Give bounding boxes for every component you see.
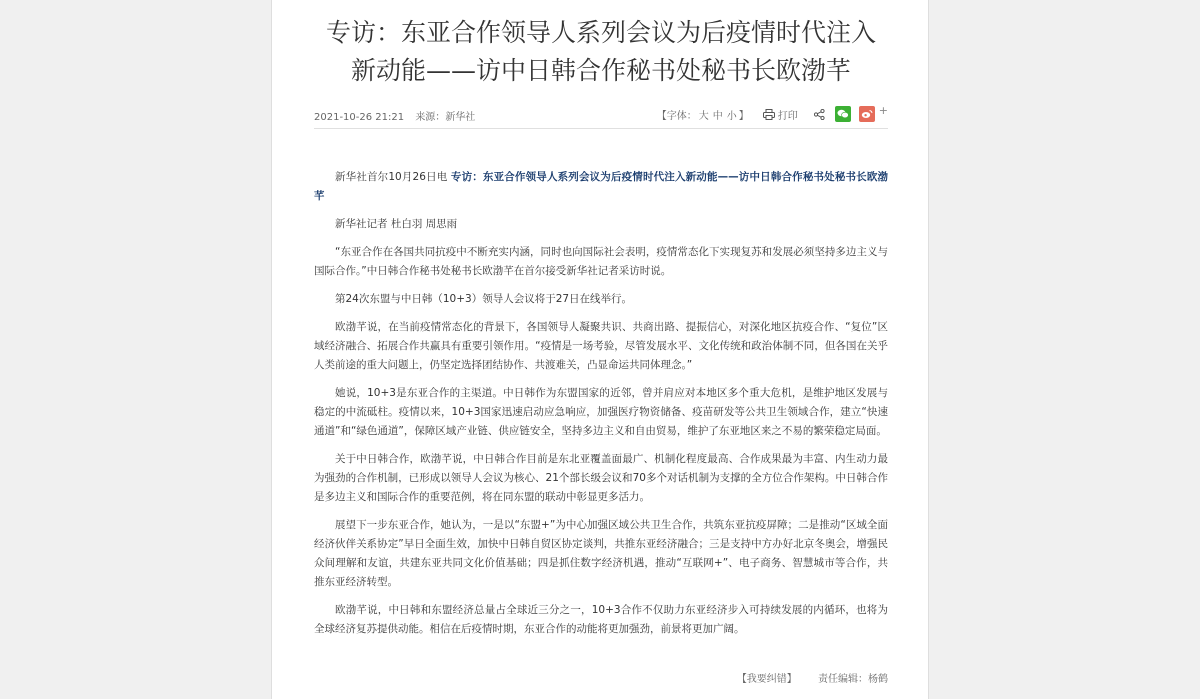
font-size-switcher [657, 107, 749, 122]
source-name: 新华社 [445, 112, 476, 123]
publish-datetime: 2021-10-26 21:21 [314, 112, 405, 123]
wechat-icon [837, 109, 849, 119]
lead-headline: 专访：东亚合作领导人系列会议为后疫情时代注入新动能——访中日韩合作秘书处秘书长欧渤芊 [314, 171, 889, 202]
print-button[interactable] [763, 107, 798, 122]
article-footer [314, 670, 888, 685]
source-info [415, 112, 475, 123]
body-paragraph-3: 欧渤芊说，在当前疫情常态化的背景下，各国领导人凝聚共识、共商出路、提振信心，对深化地区抗疫合作、“复位”区域经济融合、拓展合作共赢具有重要引领作用。“疫情是一场考验，尽管发展水平、文化传统和政治体制不同，但各国在关乎人类前途的重大问题上，仍坚定选择团结协作、共渡难关，凸显命运共同体理念。” [314, 321, 888, 371]
font-label: 【字体： [656, 110, 697, 122]
source-label: 来源： [415, 112, 446, 123]
article-meta-bar [314, 104, 888, 129]
body-paragraph-7: 欧渤芊说，中日韩和东盟经济总量占全球近三分之一，10+3合作不仅助力东亚经济步入可持续发展的内循环，也将为全球经济复苏提供动能。相信在后疫情时期，东亚合作的动能将更加强劲，前景将更加广阔。 [314, 604, 888, 635]
byline: 新华社记者 杜白羽 周思雨 [335, 218, 458, 230]
wechat-share-button[interactable] [835, 106, 851, 122]
print-label: 打印 [777, 110, 798, 122]
lead-paragraph [314, 168, 888, 206]
body-paragraph-4: 她说，10+3是东亚合作的主渠道。中日韩作为东盟国家的近邻，曾并肩应对本地区多个重大危机，是维护地区发展与稳定的中流砥柱。疫情以来，10+3国家迅速启动应急响应，加强医疗物资储备、疫苗研发等公共卫生领域合作，建立“快速通道”和“绿色通道”，保障区域产业链、供应链安全，坚持多边主义和自由贸易，维护了东亚地区来之不易的繁荣稳定局面。 [314, 387, 888, 437]
weibo-icon [861, 109, 873, 119]
report-error-link[interactable]: 【我要纠错】 [736, 674, 797, 685]
article-page [271, 0, 929, 699]
article-title: 专访：东亚合作领导人系列会议为后疫情时代注入新动能——访中日韩合作秘书处秘书长欧渤芊 [325, 18, 876, 85]
more-share-button[interactable]: + [878, 103, 888, 117]
font-label-end: 】 [738, 110, 749, 122]
article-tools [657, 104, 888, 124]
font-medium-button[interactable]: 中 [712, 110, 723, 122]
body-paragraph-2: 第24次东盟与中日韩（10+3）领导人会议将于27日在线举行。 [335, 293, 633, 305]
share-icon[interactable] [814, 109, 825, 120]
responsible-editor: 责任编辑：杨鹤 [818, 674, 888, 685]
body-paragraph-6: 展望下一步东亚合作，她认为，一是以“东盟+”为中心加强区域公共卫生合作，共筑东亚抗疫屏障；二是推动“区域全面经济伙伴关系协定”早日全面生效，加快中日韩自贸区协定谈判，共推东亚经济融合；三是支持中方办好北京冬奥会，增强民众间理解和友谊，共建东亚共同文化价值基础；四是抓住数字经济机遇，推动“互联网+”、电子商务、智慧城市等合作，共推东亚经济转型。 [314, 519, 888, 588]
lead-dateline: 新华社首尔10月26日电 [335, 171, 451, 183]
article-body [314, 168, 888, 648]
article-meta-left [314, 108, 483, 123]
printer-icon [763, 109, 775, 120]
weibo-share-button[interactable] [859, 106, 875, 122]
font-large-button[interactable]: 大 [698, 110, 709, 122]
body-paragraph-5: 关于中日韩合作，欧渤芊说，中日韩合作目前是东北亚覆盖面最广、机制化程度最高、合作成果最为丰富、内生动力最为强劲的合作机制，已形成以领导人会议为核心、21个部长级会议和70多个对话机制为支撑的全方位合作架构。中日韩合作是多边主义和国际合作的重要范例，将在同东盟的联动中彰显更多活力。 [314, 453, 888, 503]
body-paragraph-1: “东亚合作在各国共同抗疫中不断充实内涵，同时也向国际社会表明，疫情常态化下实现复苏和发展必须坚持多边主义与国际合作。”中日韩合作秘书处秘书长欧渤芊在首尔接受新华社记者采访时说。 [314, 246, 888, 277]
font-small-button[interactable]: 小 [726, 110, 737, 122]
